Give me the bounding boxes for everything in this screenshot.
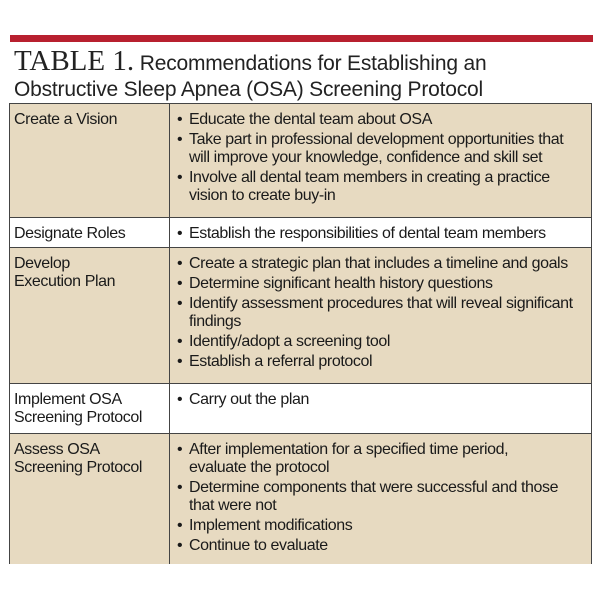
bullet-item [177,333,591,351]
step-label: Implement OSA [14,391,122,408]
step-label: Execution Plan [14,273,116,290]
bullet-item [177,391,591,409]
bullet-item [177,295,591,331]
step-label: Screening Protocol [14,459,142,476]
bullet-text: • Involve all dental team members in creating a practice [189,169,550,186]
table-row [10,218,591,248]
step-cell [10,248,170,383]
bullet-text: that were not [189,497,277,514]
bullet-text: will improve your knowledge, confidence and skill set [189,149,543,166]
bullet-text: • Create a strategic plan that includes a timeline and goals [189,255,568,272]
bullet-text: findings [189,313,241,330]
bullet-text: vision to create buy-in [189,187,336,204]
bullet-item [177,169,591,205]
table-row [10,248,591,384]
recommendations-cell [170,104,591,217]
bullet-text: • Establish the responsibilities of dental team members [189,225,546,242]
step-cell [10,104,170,217]
step-cell [10,218,170,247]
table-row [10,384,591,434]
step-label: Create a Vision [14,111,118,128]
recommendations-cell [170,434,591,564]
title-line-2: Obstructive Sleep Apnea (OSA) Screening Protocol [14,78,483,101]
recommendations-cell [170,218,591,247]
bullet-item [177,537,591,555]
bullet-text: • Continue to evaluate [189,537,328,554]
bullet-text: evaluate the protocol [189,459,330,476]
bullet-item [177,275,591,293]
bullet-item [177,353,591,371]
bullet-item [177,255,591,273]
bullet-text: • Establish a referral protocol [189,353,373,370]
bullet-item [177,131,591,167]
bullet-text: • Implement modifications [189,517,353,534]
bullet-text: • Determine components that were successful and those [189,479,559,496]
recommendations-cell [170,248,591,383]
step-label: Develop [14,255,70,272]
recommendations-cell [170,384,591,433]
title-line-1: Recommendations for Establishing an [139,52,487,75]
table-title [14,45,487,103]
bullet-item [177,517,591,535]
bullet-text: • Determine significant health history questions [189,275,493,292]
bullet-text: • Educate the dental team about OSA [189,111,432,128]
step-label: Designate Roles [14,225,126,242]
step-cell [10,384,170,433]
step-label: Assess OSA [14,441,100,458]
title-accent-bar [10,35,593,42]
bullet-text: • Carry out the plan [189,391,309,408]
bullet-item [177,441,591,477]
bullet-text: • Identify assessment procedures that will reveal significant [189,295,573,312]
bullet-item [177,111,591,129]
step-cell [10,434,170,564]
bullet-text: • Identify/adopt a screening tool [189,333,391,350]
recommendations-table [9,103,592,564]
bullet-item [177,479,591,515]
table-number: TABLE 1. [14,45,135,77]
bullet-text: • After implementation for a specified time period, [189,441,509,458]
bullet-text: • Take part in professional development opportunities that [189,131,564,148]
bullet-item [177,225,591,243]
table-row [10,434,591,564]
table-row [10,104,591,218]
step-label: Screening Protocol [14,409,142,426]
